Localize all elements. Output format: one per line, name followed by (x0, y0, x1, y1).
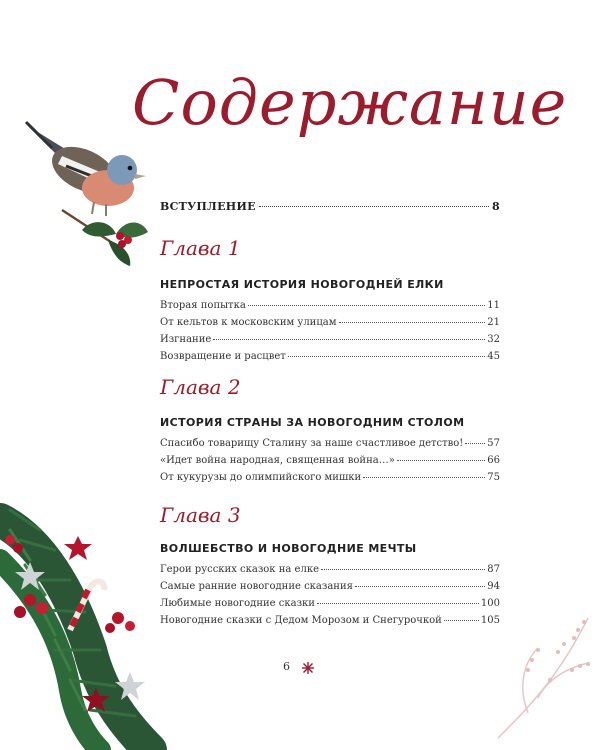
entry-page: 66 (487, 455, 500, 466)
leader-dots (288, 356, 485, 357)
entry-title: Вторая попытка (160, 300, 246, 311)
entry-title: Самые ранние новогодние сказания (160, 581, 353, 592)
leader-dots (355, 586, 485, 587)
leader-dots (363, 477, 485, 478)
snowflake-icon (302, 662, 314, 674)
intro-entry[interactable] (160, 200, 500, 213)
toc-entry[interactable] (160, 297, 500, 314)
chapter-3-heading: Глава 3 (160, 503, 241, 527)
section-title: ВОЛШЕБСТВО И НОВОГОДНИЕ МЕЧТЫ (160, 542, 417, 555)
page-title: Содержание (132, 66, 568, 139)
entry-page: 94 (487, 581, 500, 592)
entry-page: 75 (487, 472, 500, 483)
entry-title: От кукурузы до олимпийского мишки (160, 472, 362, 483)
toc-entry[interactable] (160, 578, 500, 595)
toc-entry[interactable] (160, 469, 500, 486)
entry-title: Изгнание (160, 334, 212, 345)
chapter-3-section (160, 542, 500, 629)
entry-page: 105 (480, 615, 500, 626)
chapter-2-section (160, 416, 500, 486)
entry-page: 87 (487, 564, 500, 575)
entry-page: 21 (487, 317, 500, 328)
leader-dots (444, 620, 479, 621)
toc-entry[interactable] (160, 561, 500, 578)
leader-dots (397, 460, 485, 461)
fir-wreath-illustration (0, 500, 190, 750)
toc-entry[interactable] (160, 452, 500, 469)
toc-entry[interactable] (160, 348, 500, 365)
page-number: 6 (283, 660, 290, 673)
entry-title: Спасибо товарищу Сталину за наше счастливое детство! (160, 438, 464, 449)
entry-title: «Идет война народная, священная война…» (160, 455, 395, 466)
toc-entry[interactable] (160, 435, 500, 452)
entry-page: 45 (487, 351, 500, 362)
entry-title: От кельтов к московским улицам (160, 317, 337, 328)
chapter-1-heading: Глава 1 (160, 236, 241, 260)
entry-title: Новогодние сказки с Дедом Морозом и Снегурочкой (160, 615, 442, 626)
entry-page: 11 (487, 300, 500, 311)
leader-dots (317, 603, 479, 604)
leader-dots (339, 322, 486, 323)
section-title: НЕПРОСТАЯ ИСТОРИЯ НОВОГОДНЕЙ ЕЛКИ (160, 278, 444, 291)
entry-page: 100 (480, 598, 500, 609)
entry-title: Любимые новогодние сказки (160, 598, 315, 609)
leader-dots (213, 339, 485, 340)
entry-page: 57 (487, 438, 500, 449)
leader-dots (259, 206, 489, 207)
toc-entry[interactable] (160, 314, 500, 331)
leader-dots (465, 443, 485, 444)
toc-entry[interactable] (160, 595, 500, 612)
entry-title: Возвращение и расцвет (160, 351, 286, 362)
leader-dots (321, 569, 485, 570)
chapter-1-section (160, 278, 500, 365)
chapter-2-heading: Глава 2 (160, 375, 241, 399)
toc-entry[interactable] (160, 612, 500, 629)
intro-label: ВСТУПЛЕНИЕ (160, 200, 256, 213)
entry-title: Герои русских сказок на елке (160, 564, 319, 575)
entry-page: 32 (487, 334, 500, 345)
leader-dots (248, 305, 485, 306)
branch-illustration (488, 608, 598, 748)
intro-page: 8 (492, 200, 500, 213)
toc-entry[interactable] (160, 331, 500, 348)
section-title: ИСТОРИЯ СТРАНЫ ЗА НОВОГОДНИМ СТОЛОМ (160, 416, 465, 429)
